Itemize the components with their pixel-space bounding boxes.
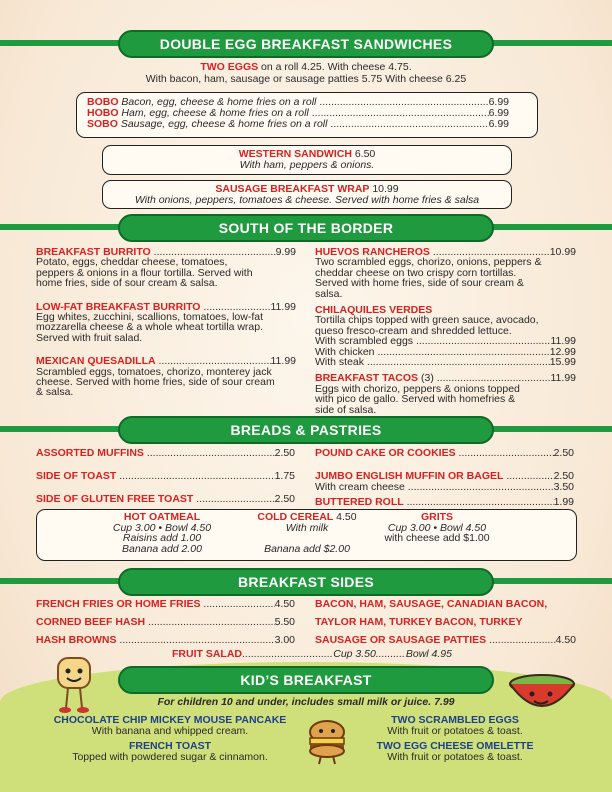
item-name: TWO SCRAMBLED EGGS xyxy=(391,714,519,726)
item-price: 1.75 xyxy=(274,470,295,482)
item-name: SIDE OF GLUTEN FREE TOAST xyxy=(36,494,194,505)
item-line: with cheese add $1.00 xyxy=(384,532,490,544)
item-name: BACON, HAM, SAUSAGE, CANADIAN BACON, xyxy=(315,598,548,610)
item-name: CORNED BEEF HASH xyxy=(36,617,146,628)
menu-item xyxy=(36,247,296,289)
item-name: FRUIT SALAD xyxy=(172,648,242,660)
menu-item xyxy=(315,305,576,367)
item-desc: Ham, egg, cheese & home fries on a roll xyxy=(121,108,309,119)
menu-item xyxy=(315,373,576,415)
two-eggs-price: on a roll 4.25. With cheese 4.75. xyxy=(261,61,412,73)
item-price: 11.99 xyxy=(270,355,296,368)
section-double-egg: DOUBLE EGG BREAKFAST SANDWICHES xyxy=(118,30,494,58)
item-line: With milk xyxy=(285,521,329,534)
kids-item xyxy=(40,741,300,762)
item-price: 10.99 xyxy=(549,246,576,258)
item-price: 1.99 xyxy=(553,496,574,508)
item-qty: (3) xyxy=(420,373,434,384)
item-desc: Topped with powdered sugar & cinnamon. xyxy=(72,750,268,763)
menu-row xyxy=(87,97,527,108)
item-price: 2.50 xyxy=(274,493,295,505)
item-name: TWO EGG CHEESE OMELETTE xyxy=(376,740,534,752)
item-desc: Sausage, egg, cheese & home fries on a roll xyxy=(120,119,328,130)
item-price: 11.99 xyxy=(270,300,296,313)
item-price: 4.50 xyxy=(274,598,295,610)
item-line: Banana add $2.00 xyxy=(264,542,350,555)
item-bowl-price: Bowl 4.95 xyxy=(405,648,452,660)
item-name: HOBO xyxy=(87,108,119,119)
item-name: TAYLOR HAM, TURKEY BACON, TURKEY xyxy=(315,616,523,628)
item-name: MEXICAN QUESADILLA xyxy=(36,356,156,367)
western-box xyxy=(102,145,512,175)
kids-item xyxy=(340,741,570,762)
item-name: COLD CEREAL xyxy=(257,511,334,523)
sides-right-column xyxy=(315,599,576,646)
menu-row xyxy=(87,119,527,130)
item-price: 11.99 xyxy=(550,372,576,385)
menu-item xyxy=(36,356,296,398)
kids-item xyxy=(340,715,570,736)
item-desc: With banana and whipped cream. xyxy=(91,724,249,737)
item-name: BREAKFAST BURRITO xyxy=(36,247,151,258)
section-breads: BREADS & PASTRIES xyxy=(118,416,494,444)
item-sub-price: 3.50 xyxy=(553,481,574,493)
item-price: 2.50 xyxy=(274,447,295,459)
item-name: SAUSAGE OR SAUSAGE PATTIES xyxy=(315,635,487,646)
menu-item xyxy=(315,247,576,299)
item-price: 4.50 xyxy=(555,634,576,646)
item-name: BUTTERED ROLL xyxy=(315,497,404,508)
section-sides: BREAKFAST SIDES xyxy=(118,568,494,596)
oatmeal-block xyxy=(97,512,227,554)
item-price: 2.50 xyxy=(553,470,574,482)
item-name: FRENCH TOAST xyxy=(128,740,212,752)
item-price: 9.99 xyxy=(275,246,296,258)
item-line: Raisins add 1.00 xyxy=(122,532,202,544)
hot-items-box xyxy=(36,509,577,561)
item-desc: With fruit or potatoes & toast. xyxy=(387,750,523,763)
item-name: WESTERN SANDWICH xyxy=(238,148,352,160)
kids-note: For children 10 and under, includes small milk or juice. 7.99 xyxy=(157,696,455,708)
south-right-column xyxy=(315,247,576,419)
item-price: 2.50 xyxy=(553,447,574,459)
fruit-salad-row: FRUIT SALAD ..... Cup 3.50 .......... Bowl 4.95 xyxy=(172,649,452,660)
item-desc: With onions, peppers, tomatoes & cheese. Served with home fries & salsa xyxy=(134,194,480,206)
item-desc: Two scrambled eggs, chorizo, onions, peppers & cheddar cheese on two crispy corn tortillas. Served with home fries, side of sour cream & salsa. xyxy=(315,256,542,300)
item-sub: With cream cheese xyxy=(315,482,405,493)
kids-item xyxy=(40,715,300,736)
item-name: LOW-FAT BREAKFAST BURRITO xyxy=(36,301,201,313)
item-name: BOBO xyxy=(87,97,119,108)
option-price: 15.99 xyxy=(549,356,576,369)
bowl-icon xyxy=(506,668,578,716)
item-name: SOBO xyxy=(87,119,118,130)
breads-left-column xyxy=(36,448,295,505)
item-name: FRENCH FRIES OR HOME FRIES xyxy=(36,599,201,610)
item-name: ASSORTED MUFFINS xyxy=(36,448,144,459)
item-desc: Eggs with chorizo, peppers & onions topped with pico de gallo. Served with homefries & side of salsa. xyxy=(315,382,520,416)
option-price: 11.99 xyxy=(550,335,576,348)
item-desc: Bacon, egg, cheese & home fries on a roll xyxy=(121,97,317,108)
item-cup-price: Cup 3.50 xyxy=(333,648,376,660)
item-desc: With ham, peppers & onions. xyxy=(239,159,375,171)
menu-item xyxy=(36,302,296,344)
grits-block xyxy=(372,512,502,544)
item-name: SAUSAGE BREAKFAST WRAP xyxy=(215,183,370,195)
item-line: Cup 3.00 • Bowl 4.50 xyxy=(387,521,487,534)
item-desc: Scrambled eggs, tomatoes, chorizo, monterey jack cheese. Served with home fries, side of sour cream & salsa. xyxy=(36,365,275,399)
breads-right-column xyxy=(315,448,574,508)
item-name: POUND CAKE OR COOKIES xyxy=(315,448,456,459)
item-desc: Tortilla chips topped with green sauce, avocado, queso fresco-cream and shredded lettuce. xyxy=(315,314,539,337)
item-name: HASH BROWNS xyxy=(36,635,117,646)
bobo-box xyxy=(76,92,538,138)
item-name: CHILAQUILES VERDES xyxy=(315,304,433,317)
south-left-column xyxy=(36,247,296,402)
section-south: SOUTH OF THE BORDER xyxy=(118,214,494,242)
item-price: 6.99 xyxy=(488,96,509,108)
item-name: SIDE OF TOAST xyxy=(36,471,117,482)
item-price: 4.50 xyxy=(336,511,357,523)
item-desc: With fruit or potatoes & toast. xyxy=(387,724,523,737)
wrap-box xyxy=(102,180,512,209)
item-desc: Egg whites, zucchini, scallions, tomatoes, low-fat mozzarella cheese & a whole wheat tortilla wrap. Served with fruit salad. xyxy=(36,311,264,344)
item-price: 5.50 xyxy=(274,616,295,628)
two-eggs-line2: With bacon, ham, sausage or sausage patties 5.75 With cheese 6.25 xyxy=(145,73,467,85)
item-name: BREAKFAST TACOS xyxy=(315,373,419,384)
item-price: 6.50 xyxy=(354,148,376,160)
item-name: CHOCOLATE CHIP MICKEY MOUSE PANCAKE xyxy=(53,714,287,726)
cereal-block xyxy=(242,512,372,554)
option-label: With chicken xyxy=(315,346,375,358)
item-name: HUEVOS RANCHEROS xyxy=(315,247,430,258)
section-kids: KID’S BREAKFAST xyxy=(118,666,494,694)
two-eggs-line1 xyxy=(0,62,612,73)
item-price: 6.99 xyxy=(488,118,509,130)
option-price: 12.99 xyxy=(549,345,576,358)
option-label: With scrambled eggs xyxy=(315,336,414,347)
item-price: 3.00 xyxy=(274,634,295,646)
item-line: Banana add 2.00 xyxy=(122,542,202,555)
item-line: Cup 3.00 • Bowl 4.50 xyxy=(112,521,212,534)
option-label: With steak xyxy=(315,357,365,368)
item-price: 10.99 xyxy=(372,183,399,195)
item-name: HOT OATMEAL xyxy=(123,511,201,523)
item-name: JUMBO ENGLISH MUFFIN OR BAGEL xyxy=(315,471,504,482)
menu-row xyxy=(87,108,527,119)
two-eggs-name: TWO EGGS xyxy=(200,61,259,73)
item-price: 6.99 xyxy=(488,107,509,119)
item-name: GRITS xyxy=(420,511,454,523)
sides-left-column xyxy=(36,599,295,646)
item-desc: Potato, eggs, cheddar cheese, tomatoes, peppers & onions in a flour tortilla. Served with home fries, side of sour cream & salsa. xyxy=(36,256,253,290)
